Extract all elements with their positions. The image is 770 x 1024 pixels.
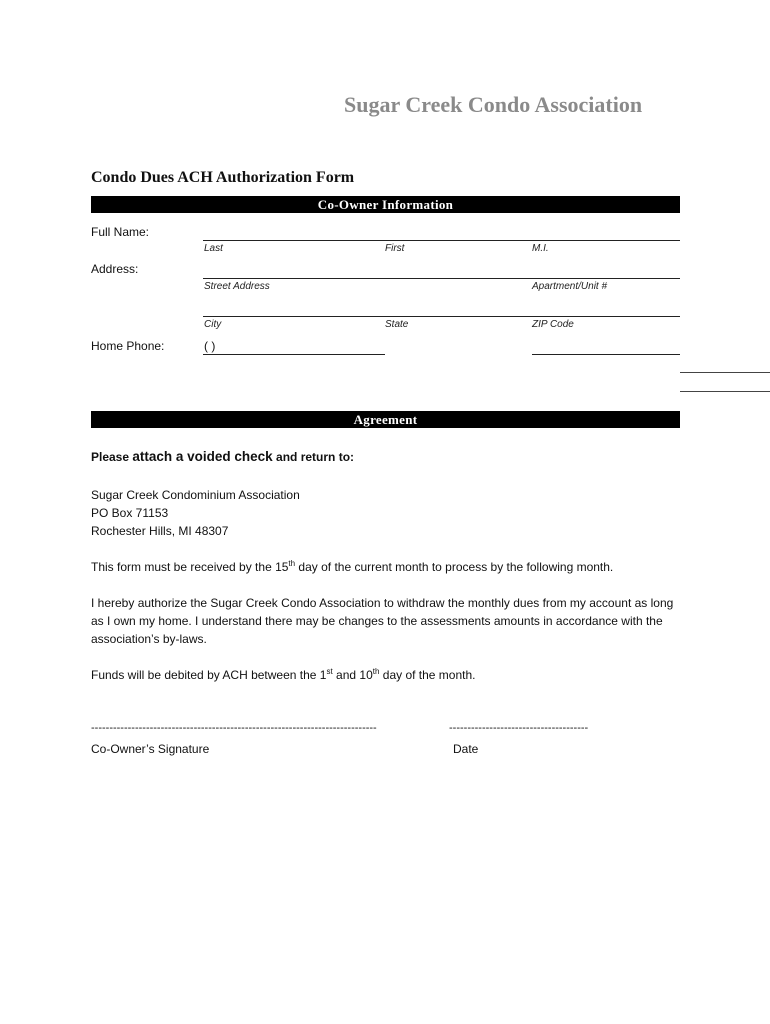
full-name-line[interactable] <box>203 240 680 241</box>
form-title: Condo Dues ACH Authorization Form <box>91 169 355 186</box>
name-last-caption: Last <box>204 243 223 254</box>
instr-post: and return to: <box>272 450 355 464</box>
address-label: Address: <box>91 262 139 276</box>
mailing-address-line2: PO Box 71153 <box>91 506 169 520</box>
debit-schedule-paragraph <box>91 666 476 684</box>
margin-line-1 <box>680 372 770 373</box>
p1-text-post: day of the current month to process by the following month. <box>295 560 614 574</box>
instr-emphasis: attach a voided check <box>132 449 273 464</box>
p1-sup: th <box>288 559 296 568</box>
name-first-caption: First <box>385 243 405 254</box>
extra-field-line[interactable] <box>532 354 680 355</box>
city-caption: City <box>204 319 222 330</box>
city-state-zip-line[interactable] <box>203 316 680 317</box>
state-caption: State <box>385 319 409 330</box>
p3-sup-2: th <box>372 667 380 676</box>
mailing-address-line3: Rochester Hills, MI 48307 <box>91 524 229 538</box>
street-address-line[interactable] <box>203 278 680 279</box>
p3-text-post: day of the month. <box>379 668 476 682</box>
p3-text-mid: and 10 <box>332 668 373 682</box>
authorization-paragraph: I hereby authorize the Sugar Creek Condo Association to withdraw the monthly dues from my account as long as I own my home. I understand there may be changes to the assessments amounts in accordance with the association’s by-laws. <box>91 596 674 646</box>
zip-caption: ZIP Code <box>532 319 574 330</box>
street-address-caption: Street Address <box>204 281 270 292</box>
signature-label: Co-Owner’s Signature <box>91 742 210 756</box>
instr-pre: Please <box>91 450 133 464</box>
full-name-label: Full Name: <box>91 225 150 239</box>
mailing-address-line1: Sugar Creek Condominium Association <box>91 488 300 502</box>
p3-text-pre: Funds will be debited by ACH between the 1 <box>91 668 327 682</box>
organization-title: Sugar Creek Condo Association <box>344 92 643 117</box>
p3-sup-1: st <box>326 667 333 676</box>
return-instructions <box>91 448 354 466</box>
agreement-section-header: Agreement <box>91 411 680 428</box>
apartment-unit-caption: Apartment/Unit # <box>532 281 608 292</box>
margin-line-2 <box>680 391 770 392</box>
date-label: Date <box>453 742 479 756</box>
date-line[interactable]: -------------------------------------- <box>449 722 589 734</box>
deadline-paragraph <box>91 558 613 576</box>
name-mi-caption: M.I. <box>532 243 549 254</box>
mailing-address <box>91 486 300 540</box>
signature-line[interactable]: ------------------------------------------------------------------------------ <box>91 722 377 734</box>
home-phone-line[interactable] <box>203 354 385 355</box>
p1-text-pre: This form must be received by the 15 <box>91 560 289 574</box>
home-phone-label: Home Phone: <box>91 339 165 353</box>
phone-area-code: ( ) <box>204 339 216 353</box>
coowner-section-header: Co-Owner Information <box>91 196 680 213</box>
